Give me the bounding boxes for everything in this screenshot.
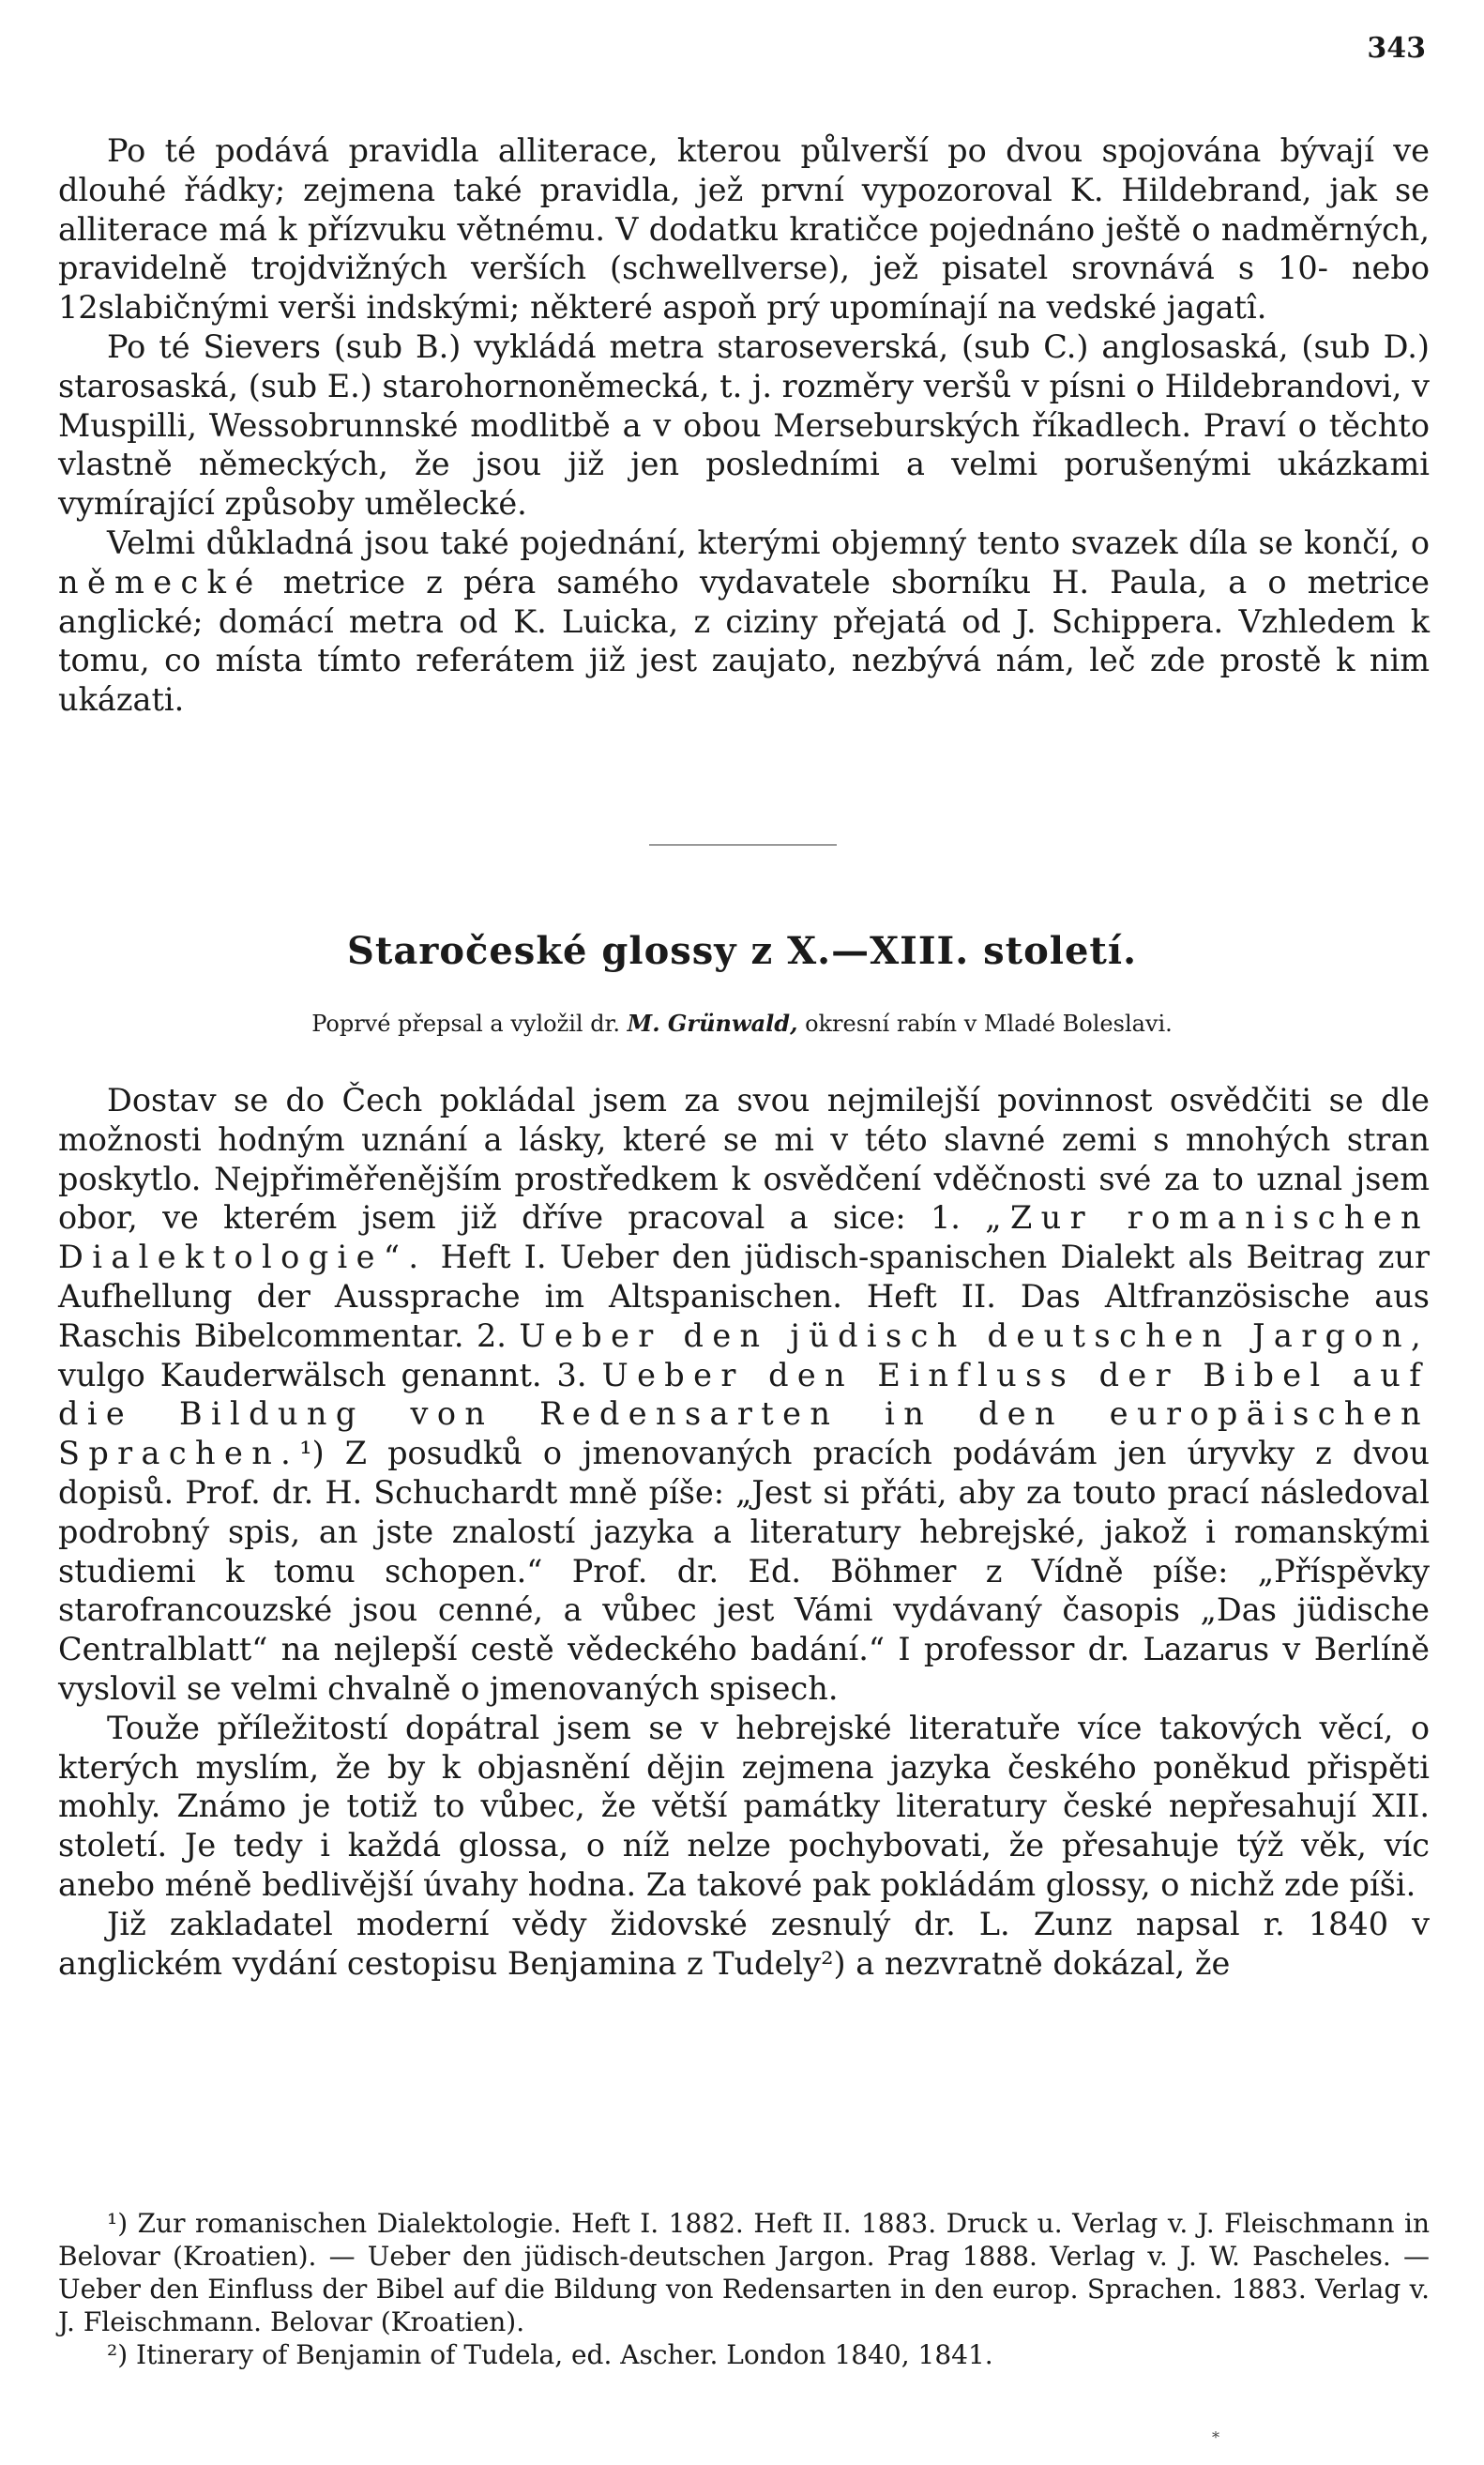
text-run: ¹) Z posudků o jmenovaných pracích podávám jen úryvky z dvou dopisů. Prof. dr. H. Schuchardt mně píše: „Jest si přáti, aby za touto prací následoval podrobný spis, an jste znalostí jazyka a literatury hebrejské, jakož i romanskými studiemi k tomu schopen.“ Prof. dr. Ed. Böhmer z Vídně píše: „Příspěvky starofrancouzské jsou cenné, a vůbec jest Vámi vydávaný časopis „Das jüdische Centralblatt“ na nejlepší cestě vědeckého badání.“ I professor dr. Lazarus v Berlíně vyslovil se velmi chvalně o jmenovaných spisech. [58, 1435, 1430, 1707]
article-title: Staročeské glossy z X.—XIII. století. [346, 929, 1138, 973]
byline-suffix: okresní rabín v Mladé Boleslavi. [797, 1011, 1173, 1037]
paragraph: Po té podává pravidla alliterace, kterou půlverší po dvou spojována bývají ve dlouhé řádky; zejmena také pravidla, jež první vypozoroval K. Hildebrand, jak se alliterace má k přízvuku větnému. V dodatku kratičce pojednáno ještě o nadměrných, pravidelně trojdvižných verších (schwellverse), jež pisatel srovnává s 10- nebo 12slabičnými verši indskými; některé aspoň prý upomínají na vedské jagatî. [58, 132, 1430, 327]
article-byline [0, 1010, 1484, 1037]
paragraph [58, 1081, 1430, 1709]
footnotes [58, 2207, 1430, 2371]
text-run: Velmi důkladná jsou také pojednání, kterými objemný tento svazek díla se končí, o [107, 524, 1430, 561]
spaced-title: „Zur romanischen Dialektologie“. [58, 1199, 1430, 1276]
page-number: 343 [1367, 32, 1426, 65]
paragraph [58, 524, 1430, 720]
paragraph: Již zakladatel moderní vědy židovské zesnulý dr. L. Zunz napsal r. 1840 v anglickém vydání cestopisu Benjamina z Tudely²) a nezvratně dokázal, že [58, 1905, 1430, 1982]
text-run: vulgo Kauderwälsch genannt. 3. [58, 1356, 602, 1393]
paragraph: Touže příležitostí dopátral jsem se v hebrejské literatuře více takových věcí, o kterých myslím, že by k objasnění dějin zejmena jazyka českého poněkud přispěti mohly. Známo je totiž to vůbec, že větší památky literatury české nepřesahují XII. století. Je tedy i každá glossa, o níž nelze pochybovati, že přesahuje týž věk, víc anebo méně bedlivější úvahy hodna. Za takové pak pokládám glossy, o nichž zde píši. [58, 1709, 1430, 1903]
spaced-emphasis: německé [58, 563, 263, 601]
text-run: Dostav se do Čech pokládal jsem za svou nejmilejší povinnost osvědčiti se dle možnosti hodným uznání a lásky, které se mi v této slavné zemi s mnohých stran poskytlo. Nejpřiměřenějším prostředkem k osvědčení vděčnosti své za to uznal jsem obor, ve kterém jsem již dříve pracoval a sice: 1. [58, 1082, 1430, 1237]
spaced-title: Ueber den jüdisch deutschen Jargon, [519, 1316, 1430, 1354]
article-body [58, 1081, 1430, 1983]
byline-author: M. Grünwald, [627, 1010, 798, 1037]
review-section [58, 131, 1430, 720]
text-run: Heft I. Ueber den jüdisch-spanischen Dialekt als Beitrag zur Aufhellung der Aussprache im Altspanischen. Heft II. Das Altfranzösische aus Raschis Bibelcommentar. 2. [58, 1239, 1430, 1354]
spaced-title: Ueber den Einfluss der Bibel auf die Bildung von Redensarten in den europäischen Sprachen. [58, 1356, 1431, 1472]
paragraph: Po té Sievers (sub B.) vykládá metra staroseverská, (sub C.) anglosaská, (sub D.) starosaská, (sub E.) starohornoněmecká, t. j. rozměry veršů v písni o Hildebrandovi, v Muspilli, Wessobrunnské modlitbě a v obou Merseburských říkadlech. Praví o těchto vlastně německých, že jsou již jen posledními a velmi porušenými ukázkami vymírající způsoby umělecké. [58, 327, 1430, 523]
byline-prefix: Poprvé přepsal a vyložil dr. [311, 1011, 628, 1037]
footnote-1: ¹) Zur romanischen Dialektologie. Heft I. 1882. Heft II. 1883. Druck u. Verlag v. J. Fleischmann in Belovar (Kroatien). — Ueber den jüdisch-deutschen Jargon. Prag 1888. Verlag v. J. W. Pascheles. —Ueber den Einfluss der Bibel auf die Bildung von Redensarten in den europ. Sprachen. 1883. Verlag v. J. Fleischmann. Belovar (Kroatien). [58, 2208, 1430, 2337]
ornament-mark: * [1212, 2428, 1219, 2446]
footnote-2: ²) Itinerary of Benjamin of Tudela, ed. Ascher. London 1840, 1841. [107, 2339, 993, 2370]
text-run: metrice z péra samého vydavatele sborníku H. Paula, a o metrice anglické; domácí metra od K. Luicka, z ciziny přejatá od J. Schippera. Vzhledem k tomu, co místa tímto referátem již jest zaujato, nezbývá nám, leč zde prostě k nim ukázati. [58, 563, 1430, 719]
section-divider [649, 844, 837, 845]
